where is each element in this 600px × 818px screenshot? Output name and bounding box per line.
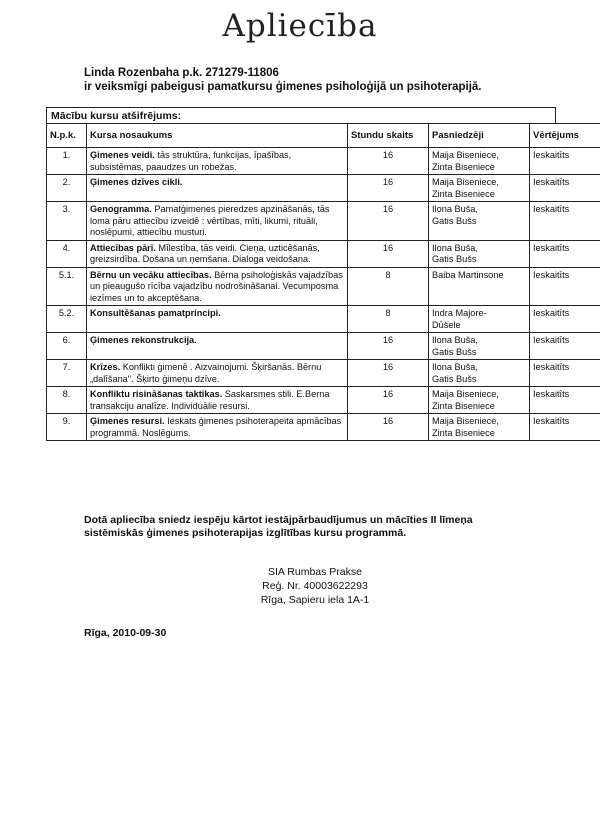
row-number: 2. bbox=[47, 175, 87, 202]
teacher-name: Gatis Bušs bbox=[432, 373, 477, 384]
teachers-cell bbox=[429, 267, 530, 306]
course-title: Ģimenes dzīves cikli. bbox=[90, 177, 183, 187]
teacher-name: Dūšele bbox=[432, 319, 461, 330]
teachers-cell bbox=[429, 202, 530, 241]
header-course-name: Kursa nosaukums bbox=[87, 124, 348, 148]
course-description: Pamatģimenes pieredzes apzināšanās, tās loma pāru attiecību izveidē : vērtības, mīti, likumi, rituāli, noslēpumi, attiecību musturi. bbox=[90, 204, 330, 237]
hours-cell: 8 bbox=[348, 267, 429, 306]
teachers-cell bbox=[429, 414, 530, 441]
table-row bbox=[47, 267, 600, 306]
teacher-name: Gatis Bušs bbox=[432, 254, 477, 264]
course-cell bbox=[87, 306, 348, 333]
company-reg-number: Reģ. Nr. 40003622293 bbox=[262, 580, 368, 592]
row-number: 4. bbox=[47, 240, 87, 267]
course-cell bbox=[87, 175, 348, 202]
hours-cell: 16 bbox=[348, 333, 429, 360]
hours-cell: 8 bbox=[348, 306, 429, 333]
header-hours: Stundu skaits bbox=[348, 124, 429, 148]
teacher-name: Maija Biseniece, bbox=[432, 389, 499, 399]
header-grade: Vērtējums bbox=[530, 124, 600, 148]
course-cell bbox=[87, 148, 348, 175]
table-row bbox=[47, 175, 600, 202]
grade-cell: Ieskaitīts bbox=[530, 175, 600, 202]
table-header-row bbox=[47, 124, 600, 148]
course-title: Bērnu un vecāku attiecības. bbox=[90, 269, 212, 280]
table-row bbox=[47, 306, 600, 333]
teacher-name: Ilona Buša, bbox=[432, 335, 478, 345]
table-row bbox=[47, 360, 600, 387]
courses-table bbox=[46, 123, 600, 441]
teacher-name: Zinta Biseniece bbox=[432, 161, 495, 172]
teacher-name: Ilona Buša, bbox=[432, 362, 478, 372]
table-row bbox=[47, 148, 600, 175]
course-description: Saskarsmes stili. E.Berna transakciju analīze. Individuālie resursi. bbox=[90, 389, 330, 411]
row-number: 6. bbox=[47, 333, 87, 360]
table-row bbox=[47, 414, 600, 441]
header-npk: N.p.k. bbox=[47, 124, 87, 148]
hours-cell: 16 bbox=[348, 360, 429, 387]
course-description: Ieskats ģimenes psihoterapeita apmācības programmā. Noslēgums. bbox=[90, 416, 342, 438]
course-cell bbox=[87, 202, 348, 241]
course-title: Ģimenes resursi. bbox=[90, 416, 165, 426]
hours-cell: 16 bbox=[348, 148, 429, 175]
hours-cell: 16 bbox=[348, 387, 429, 414]
teacher-name: Indra Majore- bbox=[432, 308, 487, 318]
teacher-name: Zinta Biseniece bbox=[432, 188, 495, 199]
grade-cell: Ieskaitīts bbox=[530, 333, 600, 360]
company-block bbox=[0, 565, 600, 607]
hours-cell: 16 bbox=[348, 414, 429, 441]
course-cell bbox=[87, 360, 348, 387]
grade-cell: Ieskaitīts bbox=[530, 414, 600, 441]
teacher-name: Gatis Bušs bbox=[432, 215, 477, 226]
statement-line-1: Dotā apliecība sniedz iespēju kārtot iestājpārbaudījumus un mācīties II līmeņa bbox=[84, 514, 473, 526]
statement-block bbox=[84, 514, 554, 540]
grade-cell: Ieskaitīts bbox=[530, 360, 600, 387]
course-description: Konflikti ģimenē . Aizvainojumi. Šķiršanās. Bērnu „dalīšana". Šķirto ģimeņu dzīve. bbox=[90, 362, 322, 384]
row-number: 1. bbox=[47, 148, 87, 175]
course-title: Genogramma. bbox=[90, 204, 152, 214]
document-title: Apliecība bbox=[222, 8, 378, 44]
course-cell bbox=[87, 333, 348, 360]
teacher-name: Maija Biseniece, bbox=[432, 177, 499, 187]
table-row bbox=[47, 202, 600, 241]
course-cell bbox=[87, 240, 348, 267]
row-number: 5.1. bbox=[47, 267, 87, 306]
company-name: SIA Rumbas Prakse bbox=[268, 566, 362, 578]
table-row bbox=[47, 240, 600, 267]
teachers-cell bbox=[429, 306, 530, 333]
company-address: Rīga, Sapieru iela 1A-1 bbox=[260, 594, 370, 606]
grade-cell: Ieskaitīts bbox=[530, 240, 600, 267]
grade-cell: Ieskaitīts bbox=[530, 306, 600, 333]
row-number: 3. bbox=[47, 202, 87, 241]
teacher-name: Ilona Buša, bbox=[432, 242, 478, 253]
header-teachers: Pasniedzēji bbox=[429, 124, 530, 148]
row-number: 9. bbox=[47, 414, 87, 441]
teachers-cell bbox=[429, 175, 530, 202]
course-cell bbox=[87, 267, 348, 306]
teacher-name: Maija Biseniece, bbox=[432, 150, 499, 160]
course-description: Mīlestība, tās veidi. Cieņa, uzticēšanās, greizsirdība. Došana un ņemšana. Dialoga veidošana. bbox=[90, 242, 320, 264]
hours-cell: 16 bbox=[348, 240, 429, 267]
course-title: Ģimenes rekonstrukcija. bbox=[90, 335, 197, 345]
grade-cell: Ieskaitīts bbox=[530, 267, 600, 306]
grade-cell: Ieskaitīts bbox=[530, 387, 600, 414]
teacher-name: Gatis Bušs bbox=[432, 346, 477, 357]
course-title: Attiecības pārī. bbox=[90, 242, 156, 253]
row-number: 5.2. bbox=[47, 306, 87, 333]
teachers-cell bbox=[429, 148, 530, 175]
teacher-name: Maija Biseniece, bbox=[432, 416, 499, 426]
teachers-cell bbox=[429, 387, 530, 414]
teacher-name: Baiba Martinsone bbox=[432, 269, 504, 280]
teachers-cell bbox=[429, 360, 530, 387]
statement-line-2: sistēmiskās ģimenes psihoterapijas izglītības kursu programmā. bbox=[84, 527, 407, 539]
recipient-name-line: Linda Rozenbaha p.k. 271279-11806 bbox=[84, 67, 279, 79]
course-cell bbox=[87, 387, 348, 414]
row-number: 7. bbox=[47, 360, 87, 387]
course-title: Konsultēšanas pamatprincipi. bbox=[90, 308, 221, 318]
course-description: tās struktūra, funkcijas, īpašības, subsistēmas, paaudzes un robežas. bbox=[90, 150, 292, 172]
place-and-date: Rīga, 2010-09-30 bbox=[84, 627, 167, 639]
table-row bbox=[47, 387, 600, 414]
course-title: Ģimenes veidi. bbox=[90, 150, 155, 160]
teacher-name: Zinta Biseniece bbox=[432, 400, 495, 411]
grade-cell: Ieskaitīts bbox=[530, 202, 600, 241]
completion-line: ir veiksmīgi pabeigusi pamatkursu ģimenes psiholoģijā un psihoterapijā. bbox=[84, 81, 482, 93]
courses-table-body bbox=[47, 148, 600, 441]
teacher-name: Zinta Biseniece bbox=[432, 427, 495, 438]
section-heading: Mācību kursu atšifrējums: bbox=[46, 107, 556, 123]
course-cell bbox=[87, 414, 348, 441]
teacher-name: Ilona Buša, bbox=[432, 204, 478, 214]
table-row bbox=[47, 333, 600, 360]
grade-cell: Ieskaitīts bbox=[530, 148, 600, 175]
course-title: Konfliktu risināšanas taktikas. bbox=[90, 389, 223, 399]
hours-cell: 16 bbox=[348, 202, 429, 241]
recipient-block bbox=[84, 66, 564, 94]
teachers-cell bbox=[429, 240, 530, 267]
course-title: Krīzes. bbox=[90, 362, 121, 372]
course-description: Bērna psiholoģiskās vajadzības un pieaugušo rīcība vajadzību nodrošināšanai. Vecumposma iezīmes un to akceptēšana. bbox=[90, 269, 343, 303]
teachers-cell bbox=[429, 333, 530, 360]
hours-cell: 16 bbox=[348, 175, 429, 202]
row-number: 8. bbox=[47, 387, 87, 414]
